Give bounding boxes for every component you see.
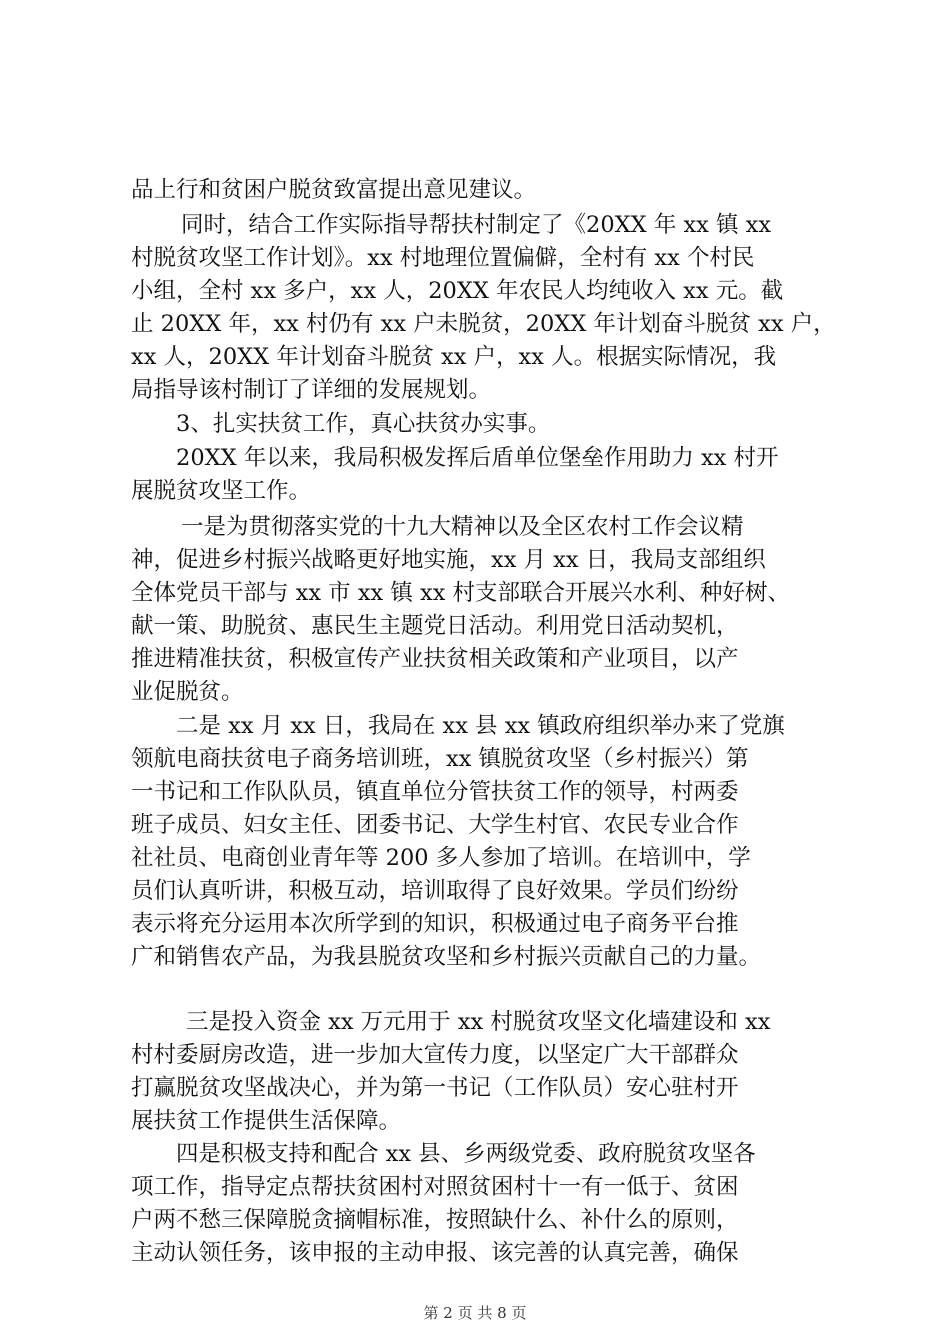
text-line: 3、扎实扶贫工作，真心扶贫办实事。 bbox=[176, 411, 551, 437]
text-line: 品上行和贫困户脱贫致富提出意见建议。 bbox=[131, 177, 537, 203]
text-line: 局指导该村制订了详细的发展规划。 bbox=[131, 377, 492, 403]
page-number-footer: 第 2 页 共 8 页 bbox=[423, 1304, 527, 1322]
text-line: 主动认领任务，该申报的主动申报、该完善的认真完善，确保 bbox=[131, 1240, 739, 1266]
text-line: 神，促进乡村振兴战略更好地实施，xx 月 xx 日，我局支部组织 bbox=[131, 547, 766, 573]
text-line: 表示将充分运用本次所学到的知识，积极通过电子商务平台推 bbox=[131, 911, 739, 937]
text-line: 业促脱贫。 bbox=[131, 679, 244, 705]
text-line: 村村委厨房改造，进一步加大宣传力度，以坚定广大干部群众 bbox=[131, 1042, 739, 1068]
text-line: 展扶贫工作提供生活保障。 bbox=[131, 1108, 402, 1134]
text-line: 20XX 年以来，我局积极发挥后盾单位堡垒作用助力 xx 村开 bbox=[176, 445, 779, 471]
text-line: 三是投入资金 xx 万元用于 xx 村脱贫攻坚文化墙建设和 xx bbox=[186, 1009, 771, 1035]
text-line: 全体党员干部与 xx 市 xx 镇 xx 村支部联合开展兴水利、种好树、 bbox=[131, 580, 791, 606]
text-line: 止 20XX 年，xx 村仍有 xx 户未脱贫，20XX 年计划奋斗脱贫 xx 户， bbox=[131, 311, 836, 337]
text-line: 社社员、电商创业青年等 200 多人参加了培训。在培训中，学 bbox=[131, 845, 751, 871]
text-line: 班子成员、妇女主任、团委书记、大学生村官、农民专业合作 bbox=[131, 812, 739, 838]
text-line: 一是为贯彻落实党的十九大精神以及全区农村工作会议精 bbox=[181, 514, 744, 540]
text-line: 四是积极支持和配合 xx 县、乡两级党委、政府脱贫攻坚各 bbox=[176, 1141, 756, 1167]
text-line: 二是 xx 月 xx 日，我局在 xx 县 xx 镇政府组织举办来了党旗 bbox=[176, 713, 785, 739]
text-line: 领航电商扶贫电子商务培训班，xx 镇脱贫攻坚（乡村振兴）第 bbox=[131, 746, 749, 772]
text-line: 献一策、助脱贫、惠民生主题党日活动。利用党日活动契机， bbox=[131, 613, 739, 639]
text-line: 一书记和工作队队员，镇直单位分管扶贫工作的领导，村两委 bbox=[131, 779, 739, 805]
text-line: 打赢脱贫攻坚战决心，并为第一书记（工作队员）安心驻村开 bbox=[131, 1075, 739, 1101]
text-line: 员们认真听讲，积极互动，培训取得了良好效果。学员们纷纷 bbox=[131, 878, 739, 904]
text-line: 户两不愁三保障脱贪摘帽标准，按照缺什么、补什么的原则， bbox=[131, 1207, 739, 1233]
text-line: 广和销售农产品，为我县脱贫攻坚和乡村振兴贡献自己的力量。 bbox=[131, 944, 762, 970]
text-line: 村脱贫攻坚工作计划》。xx 村地理位置偏僻，全村有 xx 个村民 bbox=[131, 245, 755, 271]
text-line: 小组，全村 xx 多户，xx 人，20XX 年农民人均纯收入 xx 元。截 bbox=[131, 278, 784, 304]
text-line: 项工作，指导定点帮扶贫困村对照贫困村十一有一低于、贫困 bbox=[131, 1174, 739, 1200]
text-line: 展脱贫攻坚工作。 bbox=[131, 478, 312, 504]
text-line: xx 人，20XX 年计划奋斗脱贫 xx 户，xx 人。根据实际情况，我 bbox=[131, 344, 777, 370]
text-line: 推进精准扶贫，积极宣传产业扶贫相关政策和产业项目，以产 bbox=[131, 646, 739, 672]
text-line: 同时，结合工作实际指导帮扶村制定了《20XX 年 xx 镇 xx bbox=[181, 212, 772, 238]
